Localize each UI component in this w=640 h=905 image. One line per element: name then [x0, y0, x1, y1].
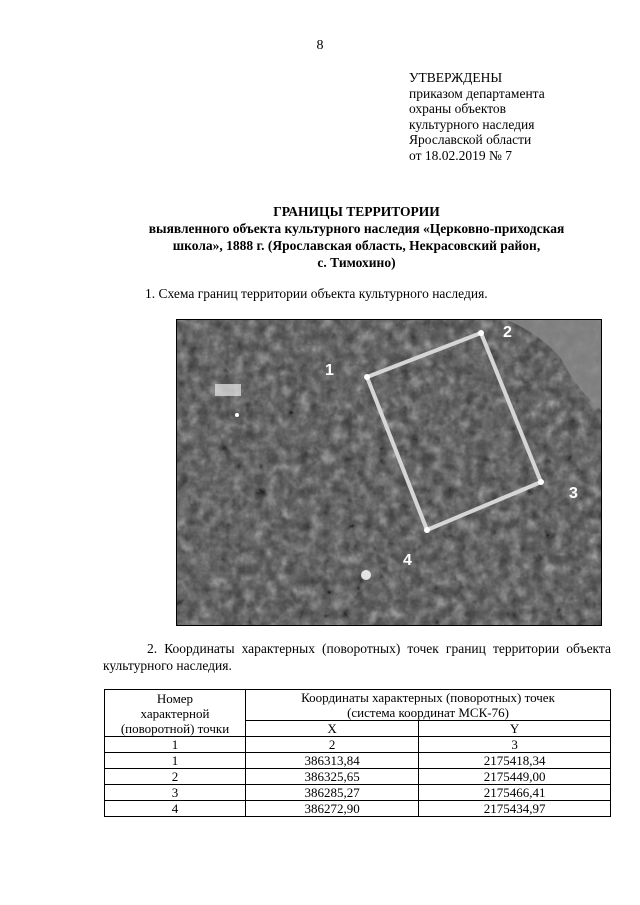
- point-label: 1: [325, 362, 334, 379]
- approval-stamp: [409, 70, 545, 163]
- approval-line: УТВЕРЖДЕНЫ: [409, 70, 503, 85]
- title-line: ГРАНИЦЫ ТЕРРИТОРИИ: [273, 204, 440, 219]
- table-index-row: [105, 737, 611, 753]
- boundary-point-marker: [364, 374, 370, 380]
- boundary-point-marker: [424, 527, 430, 533]
- table-cell: 386325,65: [246, 769, 419, 785]
- aerial-photo: [177, 320, 601, 625]
- title-line: выявленного объекта культурного наследия «Церковно-приходская: [148, 221, 565, 236]
- header-text: характерной: [140, 705, 210, 721]
- header-text: Номер: [156, 690, 194, 706]
- header-text: (система координат МСК-76): [347, 705, 509, 720]
- point-label: 2: [503, 324, 512, 341]
- table-cell: 386285,27: [246, 785, 419, 801]
- table-row: [105, 785, 611, 801]
- header-coordinates: [246, 690, 611, 721]
- header-point-number: [105, 690, 246, 737]
- table-cell: 2175418,34: [419, 753, 611, 769]
- table-cell: 3: [419, 737, 611, 753]
- approval-line: от 18.02.2019 № 7: [409, 147, 512, 163]
- page-number: 8: [316, 38, 324, 53]
- approval-line: Ярославской области: [409, 132, 532, 147]
- table-cell: 2175466,41: [419, 785, 611, 801]
- table-cell: 2175434,97: [419, 801, 611, 817]
- boundary-point-marker: [538, 479, 544, 485]
- title-line: школа», 1888 г. (Ярославская область, Некрасовский район,: [172, 238, 541, 253]
- title-line: с. Тимохино): [317, 255, 396, 270]
- boundary-map-image: [176, 319, 602, 626]
- document-title: [100, 203, 613, 271]
- table-row: [105, 801, 611, 817]
- table-cell: 386272,90: [246, 801, 419, 817]
- table-cell: 4: [105, 801, 246, 817]
- table-cell: 1: [105, 737, 246, 753]
- point-label: 3: [569, 485, 578, 502]
- table-cell: 1: [105, 753, 246, 769]
- section-2-heading: 2. Координаты характерных (поворотных) точек границ территории объекта культурного наследия.: [103, 641, 611, 673]
- section-1-heading: 1. Схема границ территории объекта культурного наследия.: [145, 286, 488, 301]
- table-cell: 2: [105, 769, 246, 785]
- approval-line: охраны объектов: [409, 101, 507, 116]
- table-cell: 3: [105, 785, 246, 801]
- table-row: [105, 769, 611, 785]
- header-y: Y: [419, 721, 611, 737]
- point-label: 4: [403, 552, 412, 569]
- coordinates-table: [104, 689, 611, 817]
- header-text: Координаты характерных (поворотных) точек: [301, 690, 555, 705]
- table-row: [105, 753, 611, 769]
- approval-line: приказом департамента: [409, 85, 545, 101]
- table-cell: 2: [246, 737, 419, 753]
- boundary-point-marker: [478, 330, 484, 336]
- table-cell: 386313,84: [246, 753, 419, 769]
- header-text: (поворотной) точки: [120, 720, 230, 736]
- header-x: X: [246, 721, 419, 737]
- table-cell: 2175449,00: [419, 769, 611, 785]
- approval-line: культурного наследия: [409, 116, 535, 132]
